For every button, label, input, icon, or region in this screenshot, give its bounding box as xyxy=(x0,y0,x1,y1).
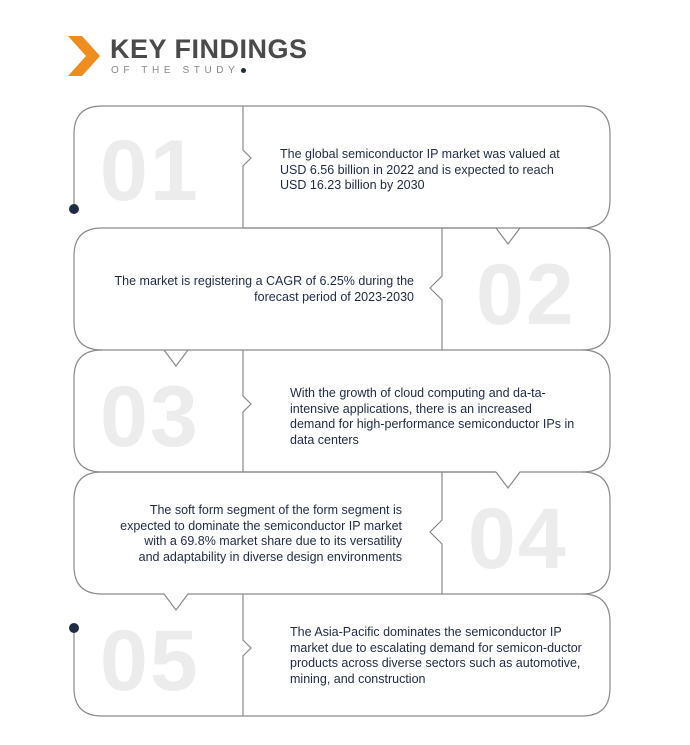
finding-number-02: 02 xyxy=(476,247,576,343)
bullet-dot-1 xyxy=(69,204,79,214)
page-subtitle: OF THE STUDY xyxy=(111,65,246,76)
bullet-dot-5 xyxy=(69,623,79,633)
finding-text-03: With the growth of cloud computing and da-ta-intensive applications, there is an increased demand for high-performance semiconductor IPs in data centers xyxy=(290,386,575,447)
finding-number-05: 05 xyxy=(100,613,200,709)
finding-text-04: The soft form segment of the form segment is expected to dominate the semiconductor IP market with a 69.8% market share due to its versatility and adaptability in diverse design environments xyxy=(120,503,402,564)
finding-text-02: The market is registering a CAGR of 6.25% during the forecast period of 2023-2030 xyxy=(114,274,414,304)
finding-text-05: The Asia-Pacific dominates the semiconductor IP market due to escalating demand for semicon-ductor products across diverse sectors such as automotive, mining, and construction xyxy=(290,625,582,686)
finding-number-01: 01 xyxy=(100,123,200,219)
page-title: KEY FINDINGS xyxy=(110,34,308,64)
finding-number-03: 03 xyxy=(100,369,200,465)
finding-number-04: 04 xyxy=(468,491,568,587)
finding-text-01: The global semiconductor IP market was valued at USD 6.56 billion in 2022 and is expected to reach USD 16.23 billion by 2030 xyxy=(280,147,560,192)
